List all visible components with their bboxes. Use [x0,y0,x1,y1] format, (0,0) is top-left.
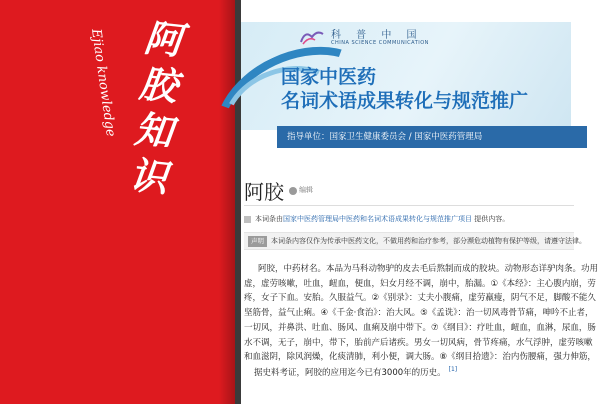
paragraph-line: 虚，虚劳咳嗽，吐血，衄血，便血，妇女月经不调，崩中，胎漏。①《本经》：主心腹内崩，劳 [244,278,596,289]
entry-source-note [244,212,574,226]
kepu-logo-name: 科 普 中 国 [331,30,423,41]
paragraph-line: 坚筋骨，益气止痢。④《千金·食治》：治大风。⑤《孟诜》：治一切风毒骨节痛，呻吟不止者， [244,308,594,319]
paragraph-line: 水不调，无子，崩中，带下，胎前产后诸疾。男女一切风病，骨节疼痛，水气浮肿，虚劳咳嗽 [244,337,593,348]
page-title: 阿胶 [244,180,284,204]
article-paragraph [244,262,598,365]
banner-title-line1: 国家中医药 [281,66,377,88]
kepu-logo-english: CHINA SCIENCE COMMUNICATION [331,40,429,46]
edit-link[interactable]: 编辑 [299,186,313,194]
entry-note-suffix: 提供内容。 [472,215,510,223]
banner-title-line2: 名词术语成果转化与规范推广 [281,90,529,112]
title-divider [244,205,574,206]
disclaimer-notice [244,232,586,250]
info-icon [244,216,251,223]
cover-subtitle: Ejiao knowledge [88,27,118,138]
reference-link[interactable]: [1] [448,366,458,374]
cover-fold-shadow [219,0,235,404]
edit-icon[interactable] [289,187,297,195]
cover-title: 阿胶知识 [127,14,185,201]
paragraph-line: 阿胶，中药材名。本品为马科动物驴的皮去毛后熬制而成的胶块。动物形态详驴肉条。功用 [258,264,598,274]
kepu-logo-icon [299,28,325,46]
banner-guide-units: 指导单位：国家卫生健康委员会 / 国家中医药管理局 [277,126,587,148]
cover-panel [0,0,235,404]
article-page [241,0,598,404]
project-banner[interactable] [241,22,571,142]
paragraph-line: 和血滋阴，除风润燥，化痰清肺，利小便，调大肠。⑧《纲目拾遗》：治内伤腰痛，强力伸筋， [244,352,596,363]
source-project-link[interactable]: 国家中医药管理局中医药和名词术语成果转化与规范推广项目 [283,215,472,223]
disclaimer-text: 本词条内容仅作为传承中医药文化，不做用药和治疗参考，部分濒危动植物有保护等级，请遵守法律。 [271,237,586,245]
history-text: 据史料考证，阿胶的应用迄今已有3000年的历史。 [254,368,446,378]
disclaimer-tag: 声明 [248,236,267,247]
paragraph-line: 疼，女子下血。安胎。久服益气。②《别录》：丈夫小腹痛，虚劳羸瘦，阴气不足，脚酸不能久 [244,293,596,304]
entry-note-prefix: 本词条由 [255,215,283,223]
paragraph-line: 一切风，并鼻洪、吐血、肠风、血痢及崩中带下。⑦《纲目》：疗吐血，衄血，血淋，尿血，肠 [244,322,596,333]
history-paragraph [254,366,457,378]
